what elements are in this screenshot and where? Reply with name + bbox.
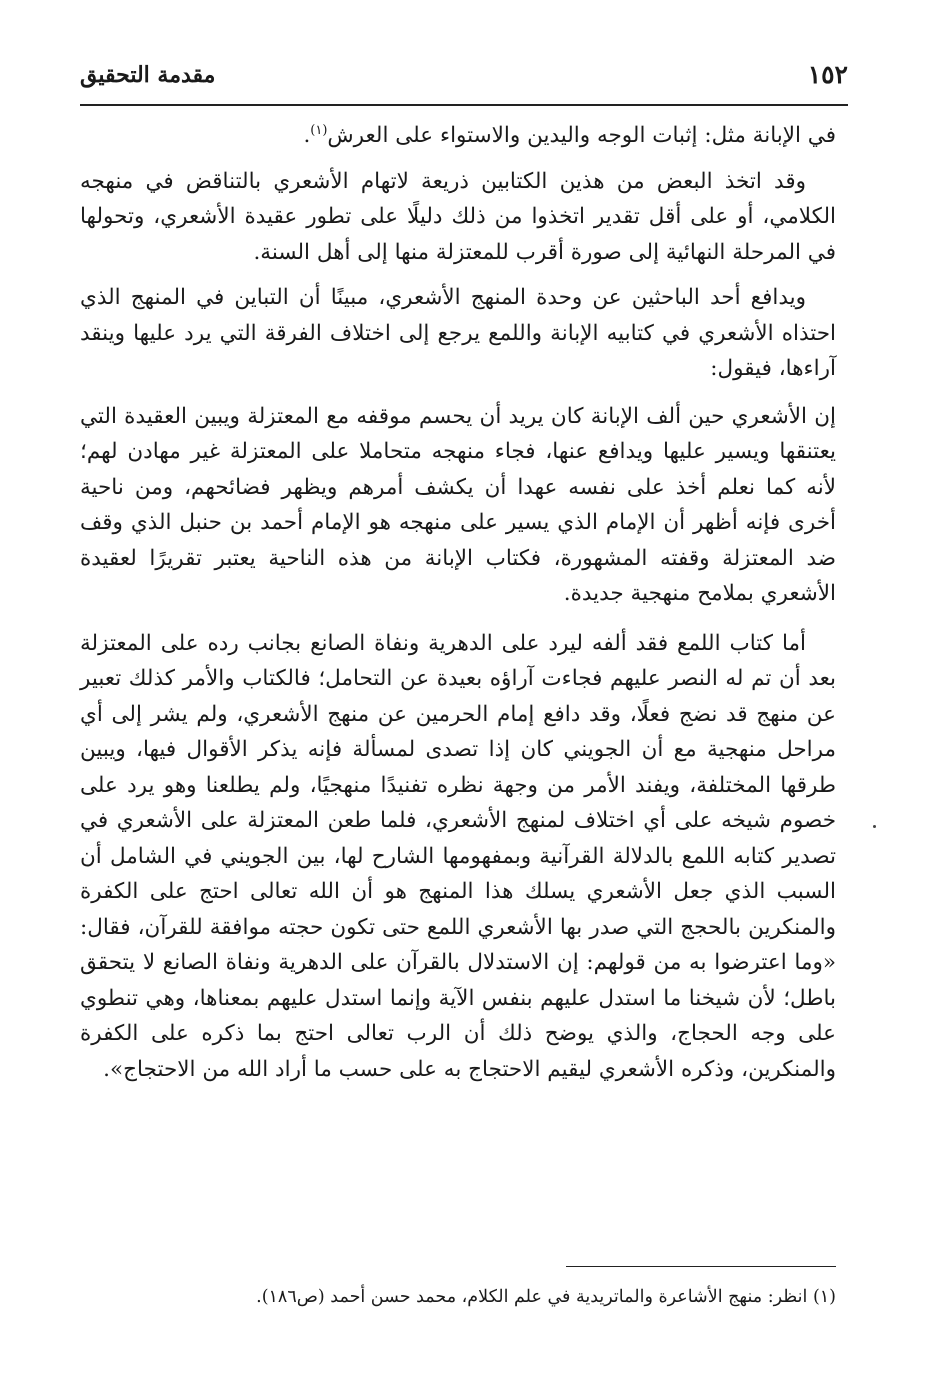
scan-speck bbox=[873, 825, 876, 828]
page-number: ١٥٢ bbox=[807, 60, 848, 89]
main-text bbox=[80, 118, 836, 1087]
footnote-number: (١) bbox=[812, 1287, 836, 1307]
running-title: مقدمة التحقيق bbox=[80, 62, 216, 88]
paragraph-5: أما كتاب اللمع فقد ألفه ليرد على الدهرية ونفاة الصانع بجانب رده على المعتزلة بعد أن تم له النصر عليهم فجاءت آراؤه بعيدة عن التحامل؛ فالكتاب والأمر كذلك تعبير عن منهج قد نضج فعلًا، وقد دافع إمام الحرمين عن منهج الأشعري، ولم يشر إلى أي مراحل منهجية مع أن الجويني كان إذا تصدى لمسألة فإنه يذكر الأقوال فيها، ويبين طرقها المختلفة، ويفند الأمر من وجهة نظره تفنيدًا منهجيًا، ولم يطلعنا وهو يرد على خصوم شيخه على أي اختلاف لمنهج الأشعري، فلما طعن المعتزلة على الأشعري في تصدير كتابه اللمع بالدلالة القرآنية وبمفهومها الشارح لها، بين الجويني في الشامل أن السبب الذي جعل الأشعري يسلك هذا المنهج هو أن الله تعالى احتج على الكفرة والمنكرين بالحجج التي صدر بها الأشعري اللمع حتى تكون حجته موافقة للقرآن، فقال: «وما اعترضوا به من قولهم: إن الاستدلال بالقرآن على الدهرية ونفاة الصانع لا يتحقق باطل؛ لأن شيخنا ما استدل عليهم بنفس الآية وإنما استدل عليهم بمعناها، وهي تنطوي على وجه الحجاج، والذي يوضح ذلك أن الرب تعالى احتج بما ذكره على الكفرة والمنكرين، وذكره الأشعري ليقيم الاحتجاج به على حسب ما أراد الله من الاحتجاج». bbox=[80, 630, 836, 1082]
header-divider bbox=[80, 104, 848, 106]
footnote-text: انظر: منهج الأشاعرة والماتريدية في علم الكلام، محمد حسن أحمد (ص١٨٦). bbox=[256, 1287, 808, 1307]
paragraph-1-text: في الإبانة مثل: إثبات الوجه واليدين والاستواء على العرش bbox=[327, 123, 836, 148]
footnote-reference: (١) bbox=[310, 122, 328, 138]
quoted-passage: إن الأشعري حين ألف الإبانة كان يريد أن يحسم موقفه مع المعتزلة ويبين العقيدة التي يعتنقها ويسير عليها ويدافع عنها، فجاء منهجه متحاملا على المعتزلة غير مهادن لهم؛ لأنه كما نعلم أخذ على نفسه عهدا أن يكشف أمرهم ويظهر فضائحهم، ومن ناحية أخرى فإنه أظهر أن الإمام الذي يسير على منهجه هو الإمام أحمد بن حنبل الذي وقف ضد المعتزلة وقفته المشهورة، فكتاب الإبانة من هذه الناحية يعتبر تقريرًا لعقيدة الأشعري بملامح منهجية جديدة. bbox=[80, 403, 836, 606]
page-header bbox=[80, 60, 848, 98]
paragraph-2: وقد اتخذ البعض من هذين الكتابين ذريعة لاتهام الأشعري بالتناقض في منهجه الكلامي، أو على أقل تقدير اتخذوا من ذلك دليلًا على تطور عقيدة الأشعري، وتحولها في المرحلة النهائية إلى صورة أقرب للمعتزلة منها إلى أهل السنة. bbox=[80, 168, 836, 265]
paragraph-1-tail: . bbox=[303, 123, 311, 148]
footnote-divider bbox=[566, 1266, 836, 1267]
paragraph-1 bbox=[80, 118, 836, 154]
paragraph-3: ويدافع أحد الباحثين عن وحدة المنهج الأشعري، مبينًا أن التباين في المنهج الذي احتذاه الأشعري في كتابيه الإبانة واللمع يرجع إلى اختلاف الفرقة التي يرد عليها وينقد آراءها، فيقول: bbox=[80, 285, 836, 381]
footnote bbox=[80, 1283, 836, 1311]
